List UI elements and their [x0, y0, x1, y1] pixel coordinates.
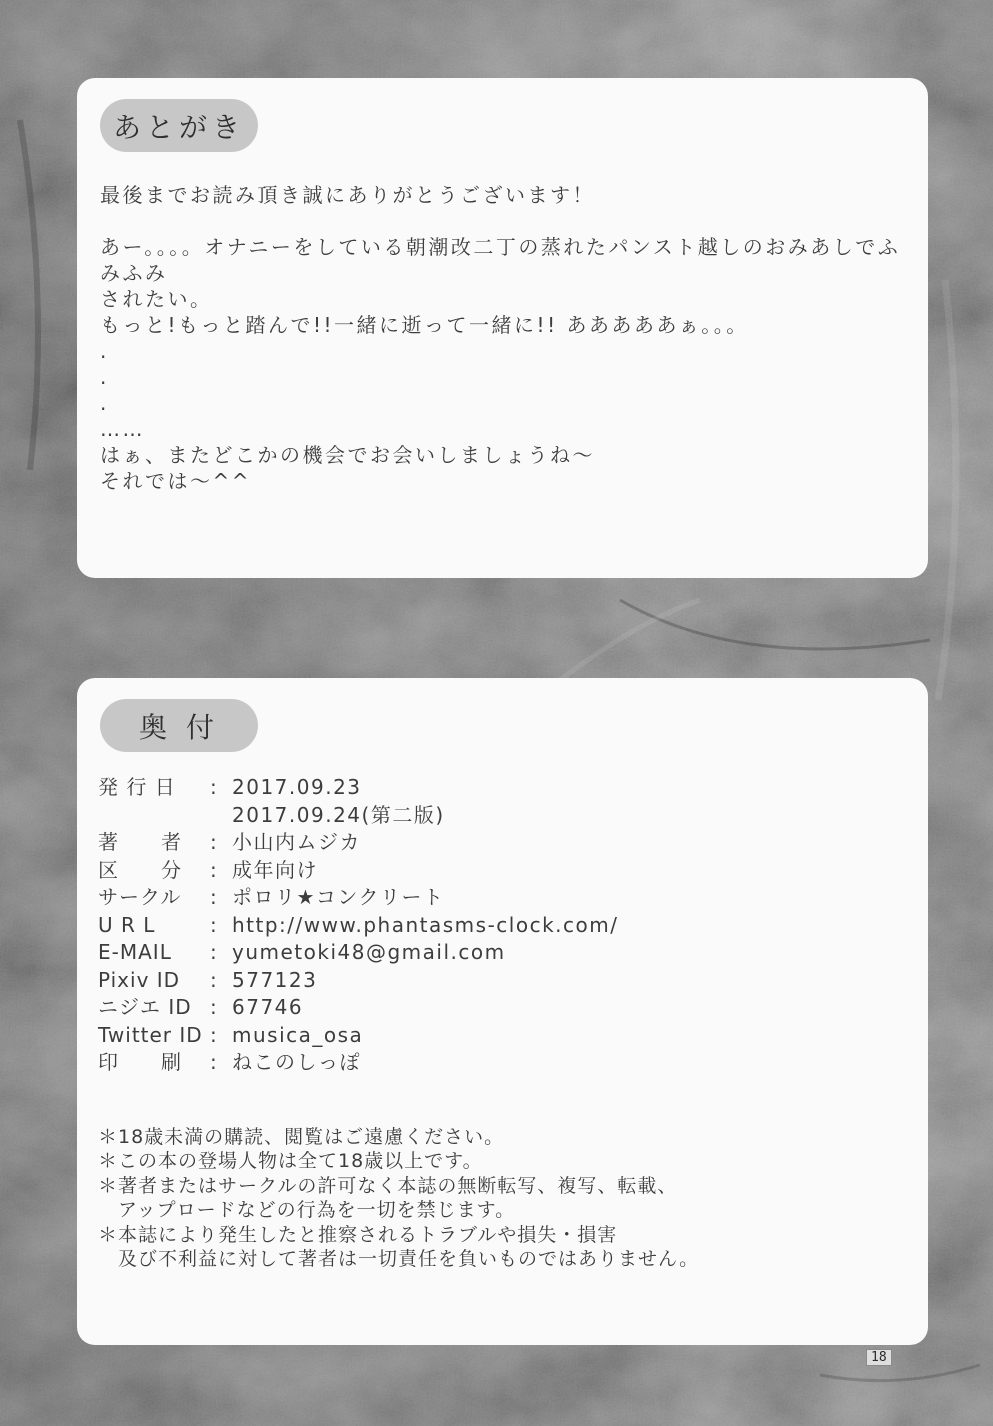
row-label: U R L: [98, 912, 156, 937]
row-separator: :: [210, 1022, 217, 1047]
row-separator: :: [210, 1050, 217, 1074]
row-label: [98, 802, 210, 830]
disclaimer-line: ＊18歳未満の購読、閲覧はご遠慮ください。: [98, 1125, 505, 1148]
afterword-panel: [77, 78, 928, 578]
colophon-row-twitter-id: [98, 1022, 928, 1050]
afterword-title-pill: [100, 99, 258, 152]
colophon-row-url: [98, 912, 928, 940]
row-separator: :: [210, 940, 217, 964]
afterword-line: 最後までお読み頂き誠にありがとうございます！: [100, 183, 595, 207]
afterword-title: あとがき: [112, 110, 245, 144]
row-value: 成年向け: [232, 857, 318, 882]
disclaimer-line: ＊著者またはサークルの許可なく本誌の無断転写、複写、転載、: [98, 1174, 678, 1197]
afterword-line: [100, 208, 908, 234]
afterword-line: ……: [100, 417, 145, 441]
afterword-line: .: [100, 339, 109, 363]
row-label: 著 者: [98, 830, 182, 854]
row-value: ねこのしっぽ: [232, 1050, 361, 1074]
row-value-email: yumetoki48@gmail.com: [232, 940, 506, 964]
colophon-row-publish-date-2: [98, 802, 928, 830]
afterword-line: はぁ、またどこかの機会でお会いしましょうね～: [100, 443, 595, 467]
afterword-line: .: [100, 391, 109, 415]
row-label: ニジエ ID: [98, 995, 192, 1019]
colophon-disclaimer: [98, 1125, 904, 1272]
row-value: ポロリ★コンクリート: [232, 885, 445, 909]
disclaimer-line: ＊この本の登場人物は全て18歳以上です。: [98, 1150, 483, 1172]
colophon-row-author: [98, 829, 928, 857]
row-label: 区 分: [98, 857, 182, 882]
colophon-row-nijie-id: [98, 994, 928, 1022]
row-label: 発 行 日: [98, 775, 176, 799]
colophon-row-pixiv-id: [98, 967, 928, 995]
row-label: サークル: [98, 885, 182, 909]
row-value: 577123: [232, 967, 318, 992]
row-separator: :: [210, 830, 217, 854]
colophon-title-pill: [100, 699, 258, 752]
page-number: 18: [866, 1349, 892, 1366]
colophon-title: 奥 付: [139, 710, 219, 744]
afterword-line: もっと!もっと踏んで!!一緒に逝って一緒に!! あああああぁ。。。: [100, 313, 749, 337]
colophon-row-circle: [98, 884, 928, 912]
row-label: Pixiv ID: [98, 967, 181, 992]
colophon-row-publish-date: [98, 774, 928, 802]
afterword-line: それでは～^^: [100, 469, 252, 493]
disclaimer-line: ＊本誌により発生したと推察されるトラブルや損失・損害: [98, 1223, 618, 1246]
row-value: 小山内ムジカ: [232, 830, 361, 854]
colophon-row-email: [98, 939, 928, 967]
row-separator: [210, 802, 232, 830]
row-separator: :: [210, 967, 217, 992]
colophon-row-category: [98, 857, 928, 885]
disclaimer-line: 及び不利益に対して著者は一切責任を負いものではありません。: [98, 1248, 700, 1270]
row-value: 2017.09.23: [232, 775, 362, 799]
row-value-url: http://www.phantasms-clock.com/: [232, 912, 619, 937]
row-separator: :: [210, 885, 217, 909]
row-value: 67746: [232, 995, 304, 1019]
afterword-line: あー。。。。オナニーをしている朝潮改二丁の蒸れたパンスト越しのおみあしでふみふみ: [100, 235, 901, 285]
row-separator: :: [210, 775, 217, 799]
afterword-line: されたい。: [100, 287, 213, 311]
colophon-rows: [98, 774, 928, 1077]
afterword-text-block: [100, 182, 908, 494]
row-value: 2017.09.24(第二版): [232, 802, 445, 827]
afterword-line: .: [100, 365, 109, 389]
row-value: musica_osa: [232, 1022, 364, 1047]
colophon-panel: [77, 678, 928, 1345]
row-separator: :: [210, 912, 217, 937]
row-label: Twitter ID: [98, 1022, 203, 1047]
colophon-row-printer: [98, 1049, 928, 1077]
row-label: E-MAIL: [98, 940, 172, 964]
row-separator: :: [210, 857, 217, 882]
disclaimer-line: アップロードなどの行為を一切を禁じます。: [98, 1199, 516, 1221]
row-separator: :: [210, 995, 217, 1019]
row-label: 印 刷: [98, 1050, 182, 1074]
